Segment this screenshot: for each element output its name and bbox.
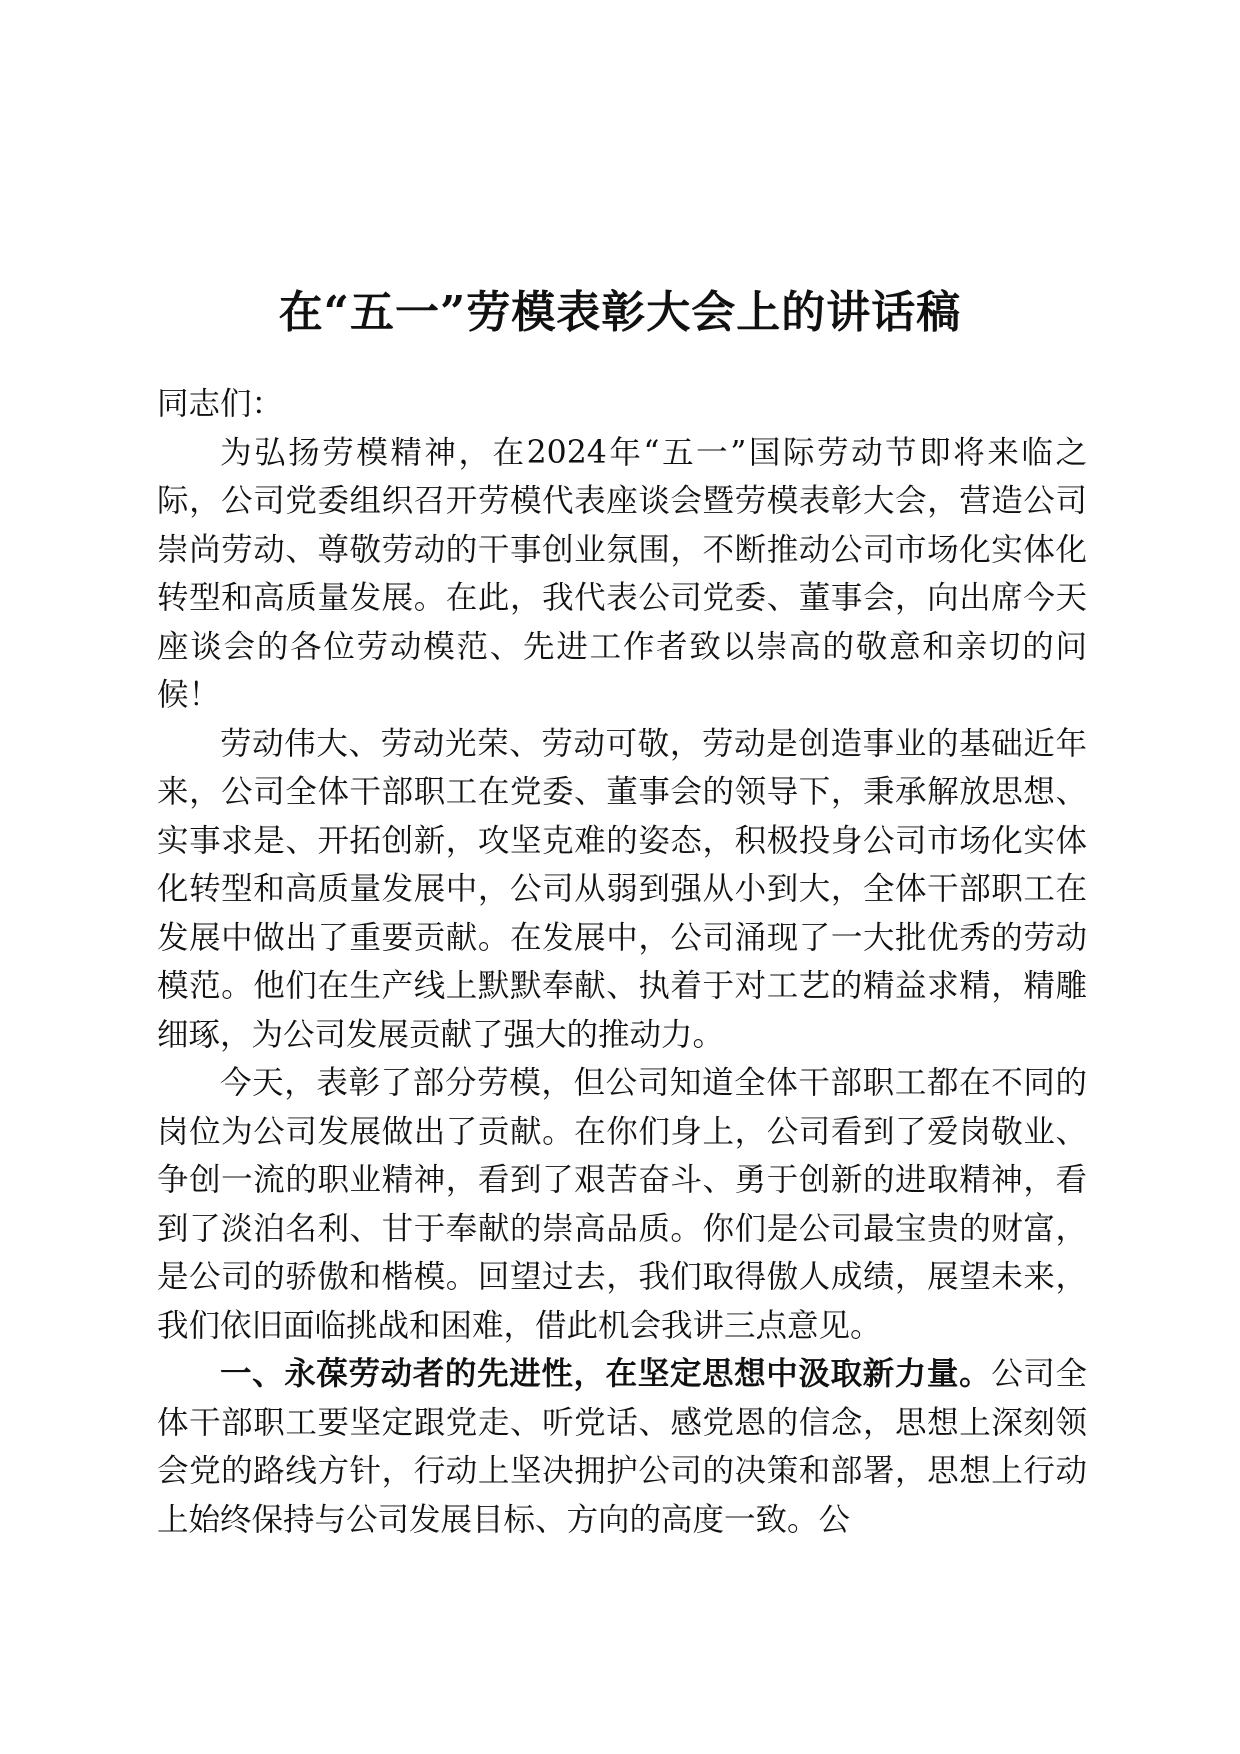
paragraph-intro: 为弘扬劳模精神，在2024年“五一”国际劳动节即将来临之际，公司党委组织召开劳模代表座谈会暨劳模表彰大会，营造公司崇尚劳动、尊敬劳动的干事创业氛围，不断推动公司市场化实体化转型和高质量发展。在此，我代表公司党委、董事会，向出席今天座谈会的各位劳动模范、先进工作者致以崇高的敬意和亲切的问候！	[157, 434, 1087, 713]
paragraph-labor: 劳动伟大、劳动光荣、劳动可敬，劳动是创造事业的基础近年来，公司全体干部职工在党委、董事会的领导下，秉承解放思想、实事求是、开拓创新，攻坚克难的姿态，积极投身公司市场化实体化转型和高质量发展中，公司从弱到强从小到大，全体干部职工在发展中做出了重要贡献。在发展中，公司涌现了一大批优秀的劳动模范。他们在生产线上默默奉献、执着于对工艺的精益求精，精雕细琢，为公司发展贡献了强大的推动力。	[157, 725, 1087, 1053]
salutation: 同志们：	[157, 386, 284, 422]
section-one-heading: 一、永葆劳动者的先进性，在坚定思想中汲取新力量。	[220, 1355, 992, 1392]
section-one-text: 公司全体干部职工要坚定跟党走、听党话、感党恩的信念，思想上深刻领会党的路线方针，行动上坚决拥护公司的决策和部署，思想上行动上始终保持与公司发展目标、方向的高度一致。公	[157, 1356, 1087, 1538]
section-one-paragraph	[157, 1350, 1087, 1544]
document-body	[157, 380, 1087, 1544]
document-title: 在“五一”劳模表彰大会上的讲话稿	[278, 287, 962, 339]
paragraph-recognition: 今天，表彰了部分劳模，但公司知道全体干部职工都在不同的岗位为公司发展做出了贡献。在你们身上，公司看到了爱岗敬业、争创一流的职业精神，看到了艰苦奋斗、勇于创新的进取精神，看到了淡泊名利、甘于奉献的崇高品质。你们是公司最宝贵的财富，是公司的骄傲和楷模。回望过去，我们取得傲人成绩，展望未来，我们依旧面临挑战和困难，借此机会我讲三点意见。	[157, 1065, 1087, 1344]
